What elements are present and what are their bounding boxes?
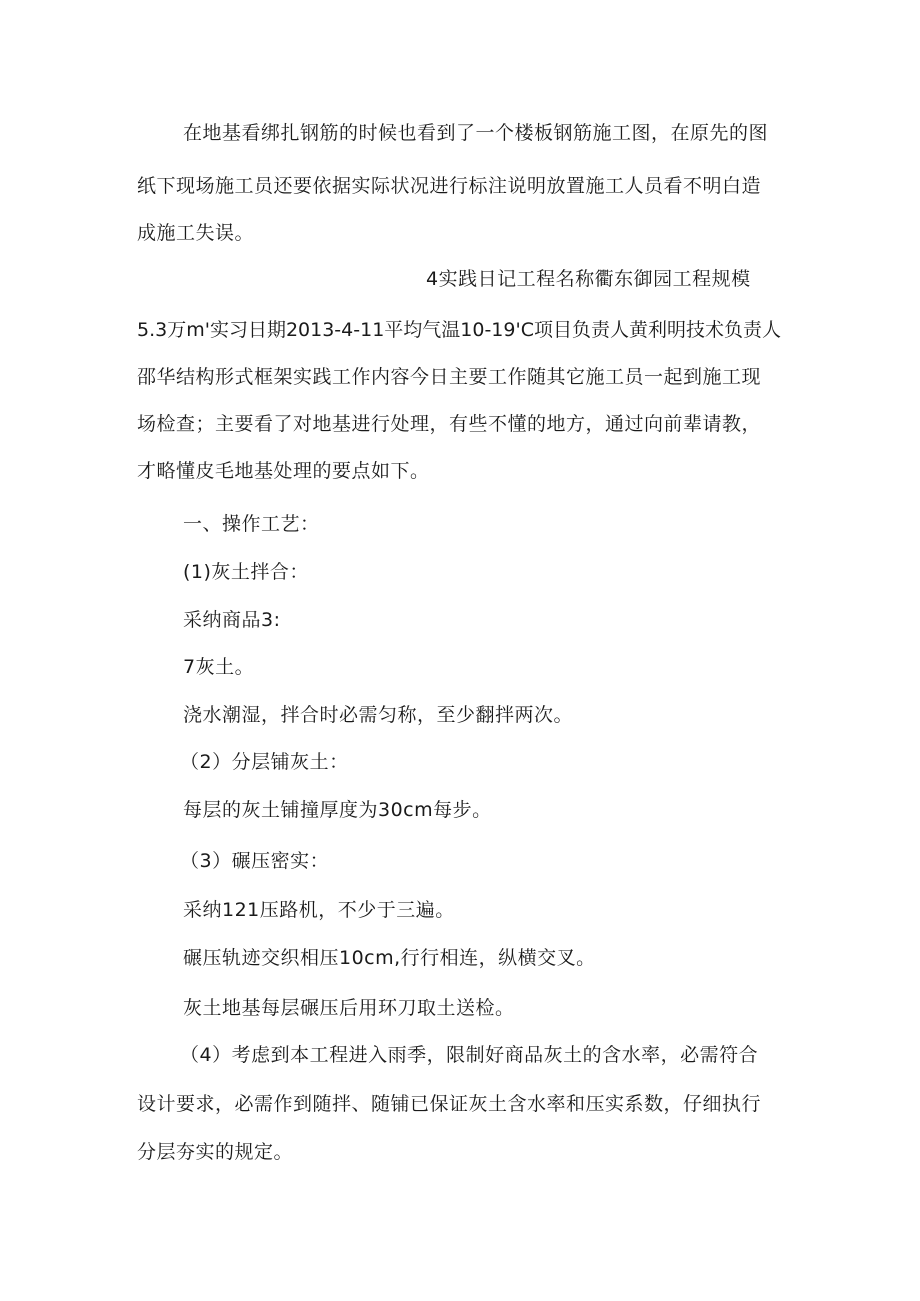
paragraph-1-line-1: 在地基看绑扎钢筋的时候也看到了一个楼板钢筋施工图，在原先的图 (183, 122, 769, 144)
step-3-line-3: 灰土地基每层碾压后用环刀取土送检。 (183, 997, 515, 1019)
paragraph-1-line-3: 成施工失误。 (137, 222, 255, 244)
step-1-line-1: 采纳商品3: (183, 609, 281, 631)
diary-header: 4实践日记工程名称衢东御园工程规模 (426, 268, 751, 290)
step-3-line-2: 碾压轨迹交织相压10cm,行行相连，纵横交叉。 (183, 947, 596, 969)
step-1-line-3: 浇水潮湿，拌合时必需匀称，至少翻拌两次。 (183, 704, 574, 726)
step-1-line-2: 7灰土。 (183, 656, 255, 678)
step-4-line-1: （4）考虑到本工程进入雨季，限制好商品灰土的含水率，必需符合 (180, 1044, 759, 1066)
paragraph-2-line-3: 场检查；主要看了对地基进行处理，有些不懂的地方，通过向前辈请教， (137, 413, 762, 435)
step-4-line-3: 分层夯实的规定。 (137, 1141, 294, 1163)
step-2-heading: （2）分层铺灰土： (180, 751, 349, 773)
step-3-heading: （3）碾压密实： (180, 850, 330, 872)
paragraph-1-line-2: 纸下现场施工员还要依据实际状况进行标注说明放置施工人员看不明白造 (137, 175, 762, 197)
step-2-line-1: 每层的灰土铺撞厚度为30cm每步。 (183, 799, 492, 821)
section-heading: 一、操作工艺： (183, 513, 320, 535)
step-4-line-2: 设计要求，必需作到随拌、随铺已保证灰土含水率和压实系数，仔细执行 (137, 1093, 762, 1115)
step-3-line-1: 采纳121压路机，不少于三遍。 (183, 899, 455, 921)
step-1-heading: (1)灰土拌合： (183, 561, 309, 583)
paragraph-2-line-4: 才略懂皮毛地基处理的要点如下。 (137, 460, 430, 482)
paragraph-2-line-1: 5.3万m'实习日期2013-4-11平均气温10-19'C项目负责人黄利明技术负责人 (137, 319, 781, 341)
paragraph-2-line-2: 邵华结构形式框架实践工作内容今日主要工作随其它施工员一起到施工现 (137, 366, 762, 388)
